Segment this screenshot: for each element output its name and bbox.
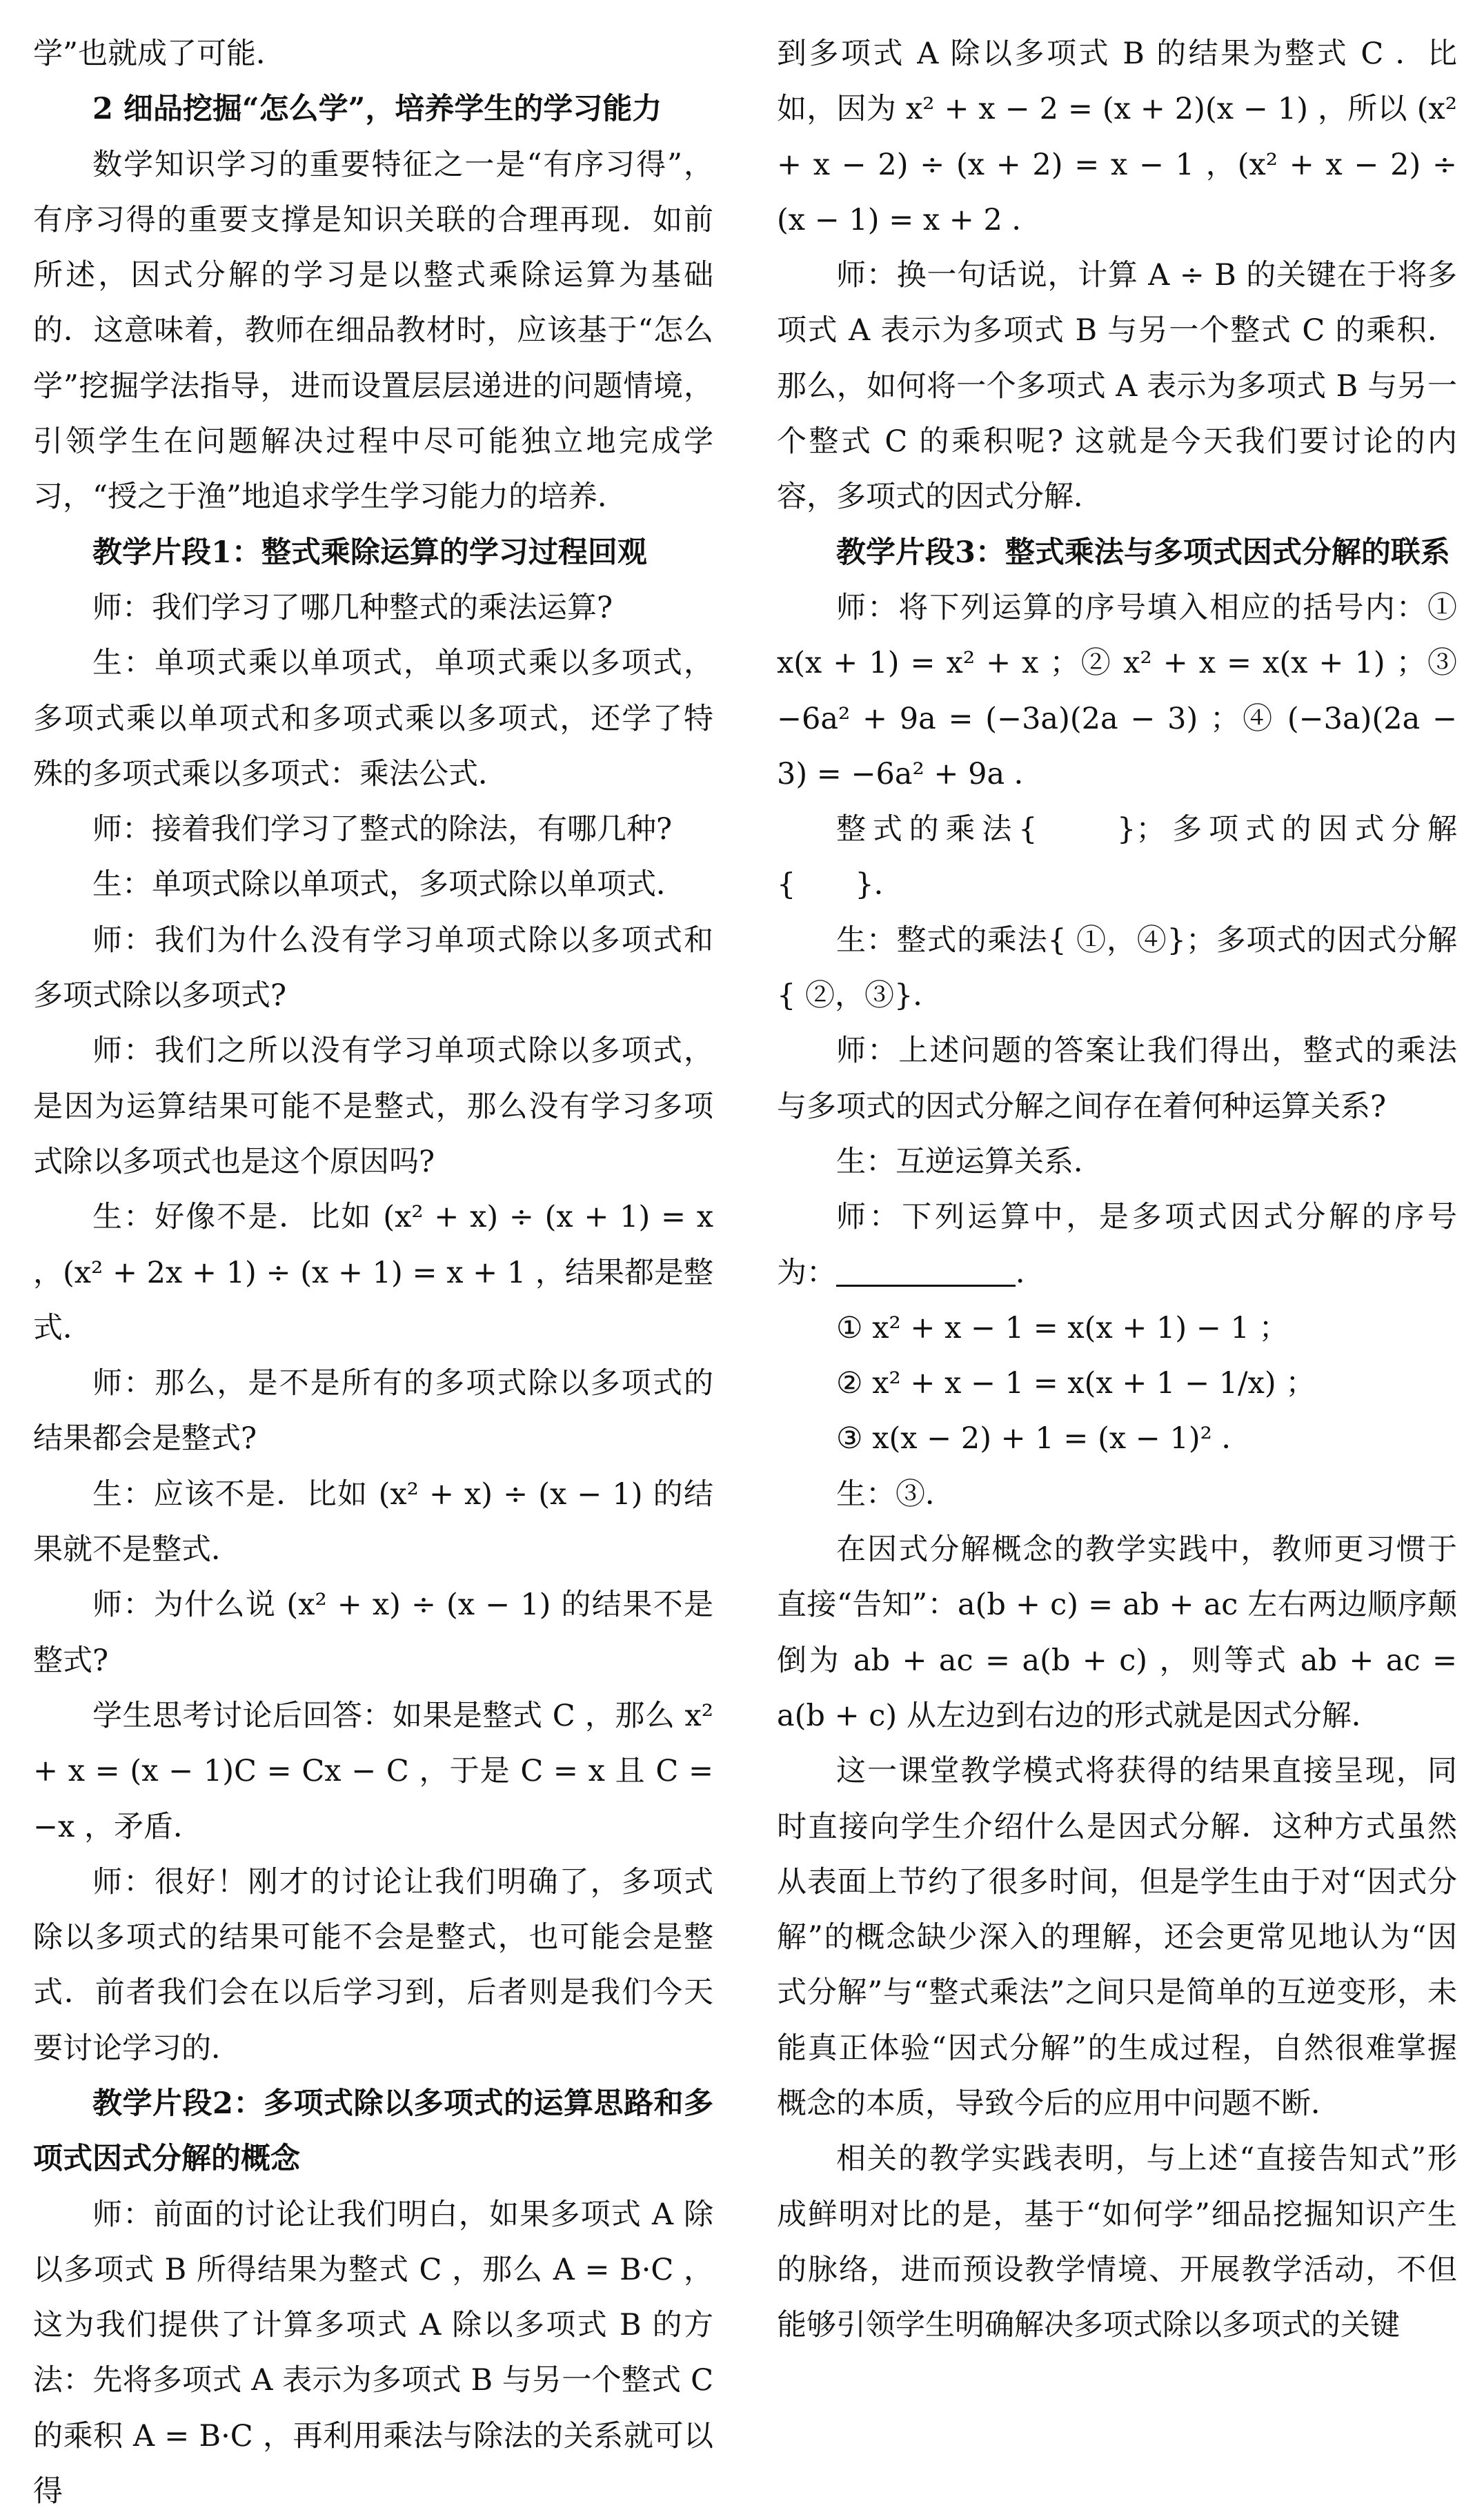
para-r7: 生：互逆运算关系． — [836, 1144, 1103, 1179]
para-r4: 整式的乘法{ }；多项式的因式分解{ }． — [777, 812, 1457, 902]
option-1: ① x² + x − 1 = x(x + 1) − 1 ； — [836, 1310, 1289, 1345]
para-l0: 学”也就成了可能． — [33, 37, 286, 71]
para-r14: 这一课堂教学模式将获得的结果直接呈现，同时直接向学生介绍什么是因式分解．这种方式虽然从表面上节约了很多时间，但是学生由于对“因式分解”的概念缺少深入的理解，还会更常见地认为“因式分解”与“整式乘法”之间只是简单的互逆变形，未能真正体验“因式分解”的生成过程，自然很难掌握概念的本质，导致今后的应用中问题不断． — [777, 1754, 1457, 2121]
heading-fragment-3: 教学片段3：整式乘法与多项式因式分解的联系 — [836, 535, 1450, 570]
section-heading-2: 2 细品挖掘“怎么学”，培养学生的学习能力 — [92, 92, 662, 127]
para-r0: 到多项式 A 除以多项式 B 的结果为整式 C ．比如，因为 x² + x − 2 = (x + 2)(x − 1) ，所以 (x² + x − 2) ÷ (x + 2) = x − 1 ，(x² + x − 2) ÷ (x − 1) = x + 2 ． — [777, 37, 1457, 237]
para-l4: 师：我们学习了哪几种整式的乘法运算? — [92, 590, 613, 625]
heading-fragment-2: 教学片段2：多项式除以多项式的运算思路和多项式因式分解的概念 — [33, 2086, 713, 2177]
para-r6: 师：上述问题的答案让我们得出，整式的乘法与多项式的因式分解之间存在着何种运算关系? — [777, 1034, 1457, 1124]
para-l11: 师：那么，是不是所有的多项式除以多项式的结果都会是整式? — [33, 1366, 713, 1456]
para-r8 — [777, 1189, 1457, 1301]
para-r3: 师：将下列运算的序号填入相应的括号内：① x(x + 1) = x² + x ；② x² + x = x(x + 1) ；③ −6a² + 9a = (−3a)(2a − 3) ；④ (−3a)(2a − 3) = −6a² + 9a ． — [777, 590, 1457, 791]
para-l15: 师：很好！刚才的讨论让我们明确了，多项式除以多项式的结果可能不会是整式，也可能会是整式．前者我们会在以后学习到，后者则是我们今天要讨论学习的． — [33, 1864, 713, 2066]
question-text: 师：下列运算中，是多项式因式分解的序号为： — [777, 1200, 1457, 1290]
para-l5: 生：单项式乘以单项式，单项式乘以多项式，多项式乘以单项式和多项式乘以多项式，还学了特殊的多项式乘以多项式：乘法公式． — [33, 646, 713, 791]
para-r1: 师：换一句话说，计算 A ÷ B 的关键在于将多项式 A 表示为多项式 B 与另一个整式 C 的乘积．那么，如何将一个多项式 A 表示为多项式 B 与另一个整式 C 的乘积呢? 这就是今天我们要讨论的内容，多项式的因式分解． — [777, 258, 1457, 515]
question-end: ． — [1016, 1255, 1045, 1290]
para-r12: 生：③． — [836, 1476, 955, 1512]
left-column — [33, 26, 713, 2509]
option-2: ② x² + x − 1 = x(x + 1 − 1/x) ； — [836, 1366, 1316, 1401]
para-r13: 在因式分解概念的教学实践中，教师更习惯于直接“告知”：a(b + c) = ab + ac 左右两边顺序颠倒为 ab + ac = a(b + c) ，则等式 ab + ac = a(b + c) 从左边到右边的形式就是因式分解． — [777, 1532, 1457, 1733]
para-l13: 师：为什么说 (x² + x) ÷ (x − 1) 的结果不是整式? — [33, 1588, 713, 1678]
para-l2: 数学知识学习的重要特征之一是“有序习得”，有序习得的重要支撑是知识关联的合理再现．如前所述，因式分解的学习是以整式乘除运算为基础的．这意味着，教师在细品教材时，应该基于“怎么学”挖掘学法指导，进而设置层层递进的问题情境，引领学生在问题解决过程中尽可能独立地完成学习，“授之于渔”地追求学生学习能力的培养． — [33, 147, 713, 515]
right-column — [777, 26, 1457, 2343]
para-l9: 师：我们之所以没有学习单项式除以多项式，是因为运算结果可能不是整式，那么没有学习多项式除以多项式也是这个原因吗? — [33, 1034, 713, 1179]
para-l12: 生：应该不是．比如 (x² + x) ÷ (x − 1) 的结果就不是整式． — [33, 1476, 713, 1568]
para-l10: 生：好像不是．比如 (x² + x) ÷ (x + 1) = x ，(x² + 2x + 1) ÷ (x + 1) = x + 1 ，结果都是整式． — [33, 1200, 713, 1345]
para-r5: 生：整式的乘法{ ①，④}；多项式的因式分解{ ②，③}． — [777, 922, 1457, 1014]
para-l7: 生：单项式除以单项式，多项式除以单项式． — [92, 867, 686, 902]
para-r15: 相关的教学实践表明，与上述“直接告知式”形成鲜明对比的是，基于“如何学”细品挖掘知识产生的脉络，进而预设教学情境、开展教学活动，不但能够引领学生明确解决多项式除以多项式的关键 — [777, 2142, 1457, 2343]
para-l17: 师：前面的讨论让我们明白，如果多项式 A 除以多项式 B 所得结果为整式 C ，那么 A = B·C ，这为我们提供了计算多项式 A 除以多项式 B 的方法：先将多项式 A 表示为多项式 B 与另一个整式 C 的乘积 A = B·C ，再利用乘法与除法的关系就可以得 — [33, 2197, 713, 2509]
para-l8: 师：我们为什么没有学习单项式除以多项式和多项式除以多项式? — [33, 922, 713, 1014]
para-l6: 师：接着我们学习了整式的除法，有哪几种? — [92, 812, 673, 847]
heading-fragment-1: 教学片段1：整式乘除运算的学习过程回观 — [92, 535, 647, 570]
option-3: ③ x(x − 2) + 1 = (x − 1)² ． — [836, 1421, 1251, 1456]
answer-blank — [836, 1255, 1016, 1287]
para-l14: 学生思考讨论后回答：如果是整式 C ，那么 x² + x = (x − 1)C = Cx − C ，于是 C = x 且 C = −x ，矛盾． — [33, 1698, 713, 1844]
